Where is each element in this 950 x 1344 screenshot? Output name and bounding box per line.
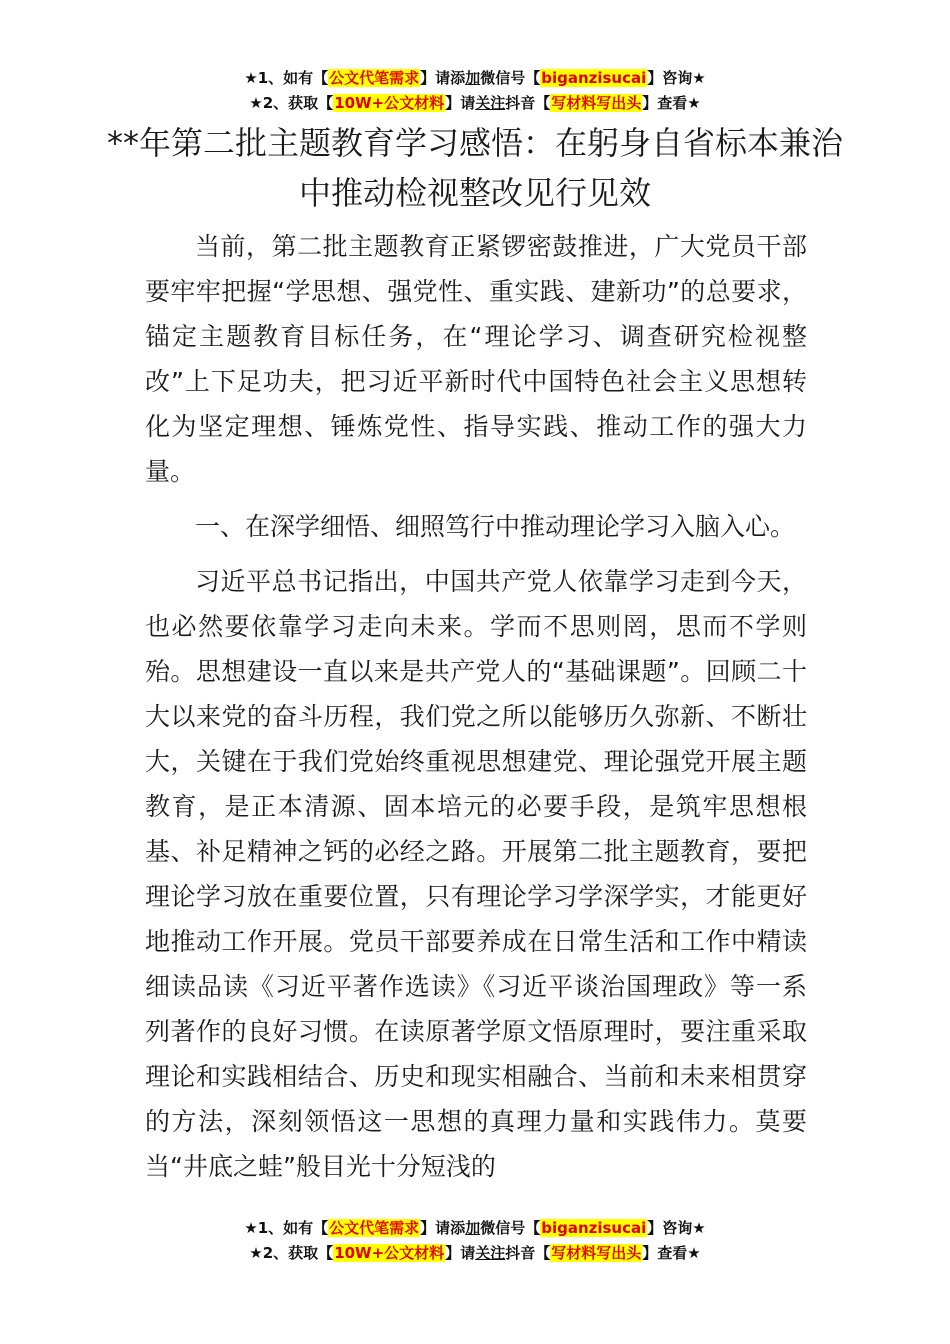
promo-line-2-text-b: 抖音【 [505, 94, 551, 112]
paragraph-section-1: 习近平总书记指出，中国共产党人依靠学习走到今天，也必然要依靠学习走向未来。学而不思则罔，思而不学则殆。思想建设一直以来是共产党人的“基础课题”。回顾二十大以来党的奋斗历程，我们党之所以能够历久弥新、不断壮大，关键在于我们党始终重视思想建党、理论强党开展主题教育，是正本清源、固本培元的必要手段，是筑牢思想根基、补足精神之钙的必经之路。开展第二批主题教育，要把理论学习放在重要位置，只有理论学习学深学实，才能更好地推动工作开展。党员干部要养成在日常生活和工作中精读细读品读《习近平著作选读》《习近平谈治国理政》等一系列著作的良好习惯。在读原著学原文悟原理时，要注重采取理论和实践相结合、历史和现实相融合、当前和未来相贯穿的方法，深刻领悟这一思想的真理力量和实践伟力。莫要当“井底之蛙”般目光十分短浅的 [145, 567, 807, 1181]
document-title: **年第二批主题教育学习感悟：在躬身自省标本兼治中推动检视整改见行见效 [106, 124, 843, 212]
promo-line-2-text-a: 】请 [445, 1244, 476, 1262]
document-body [145, 224, 807, 1189]
promo-line-2-suffix: 】查看★ [642, 1244, 701, 1262]
promo-line-2-underlined: 关注 [475, 1244, 506, 1262]
section-heading-1: 一、在深学细悟、细照笃行中推动理论学习入脑入心。 [195, 512, 796, 541]
promo-line-2 [0, 1241, 950, 1266]
promo-highlight-writing-service: 公文代笔需求 [329, 1219, 420, 1237]
promo-highlight-wechat-id: biganzisucai [541, 1219, 647, 1237]
promo-highlight-writing-service: 公文代笔需求 [329, 69, 420, 87]
promo-line-1-prefix: ★1、如有【 [244, 69, 329, 87]
promo-line-1-text-a: 】请添 [420, 1219, 466, 1237]
promo-line-1-text-a: 】请添 [420, 69, 466, 87]
promo-line-1-underlined: 加 [465, 69, 481, 87]
bottom-promo-banner [0, 1216, 950, 1266]
promo-line-1-suffix: 】咨询★ [647, 69, 706, 87]
promo-line-1 [0, 1216, 950, 1241]
top-promo-banner [0, 66, 950, 116]
promo-line-1-prefix: ★1、如有【 [244, 1219, 329, 1237]
promo-line-2-text-a: 】请 [445, 94, 476, 112]
promo-highlight-materials: 10W+公文材料 [334, 94, 445, 112]
promo-line-1-text-b: 微信号【 [480, 69, 541, 87]
promo-highlight-wechat-id: biganzisucai [541, 69, 647, 87]
promo-line-1-suffix: 】咨询★ [647, 1219, 706, 1237]
promo-line-1-underlined: 加 [465, 1219, 481, 1237]
promo-line-1 [0, 66, 950, 91]
promo-line-2-underlined: 关注 [475, 94, 506, 112]
promo-line-2-prefix: ★2、获取【 [249, 1244, 334, 1262]
promo-highlight-materials: 10W+公文材料 [334, 1244, 445, 1262]
promo-highlight-douyin-account: 写材料写出头 [551, 94, 642, 112]
promo-line-1-text-b: 微信号【 [480, 1219, 541, 1237]
promo-line-2-suffix: 】查看★ [642, 94, 701, 112]
promo-line-2-text-b: 抖音【 [505, 1244, 551, 1262]
promo-line-2 [0, 91, 950, 116]
promo-line-2-prefix: ★2、获取【 [249, 94, 334, 112]
paragraph-intro: 当前，第二批主题教育正紧锣密鼓推进，广大党员干部要牢牢把握“学思想、强党性、重实践、建新功”的总要求，锚定主题教育目标任务，在“理论学习、调查研究检视整改”上下足功夫，把习近平新时代中国特色社会主义思想转化为坚定理想、锤炼党性、指导实践、推动工作的强大力量。 [145, 232, 807, 486]
promo-highlight-douyin-account: 写材料写出头 [551, 1244, 642, 1262]
